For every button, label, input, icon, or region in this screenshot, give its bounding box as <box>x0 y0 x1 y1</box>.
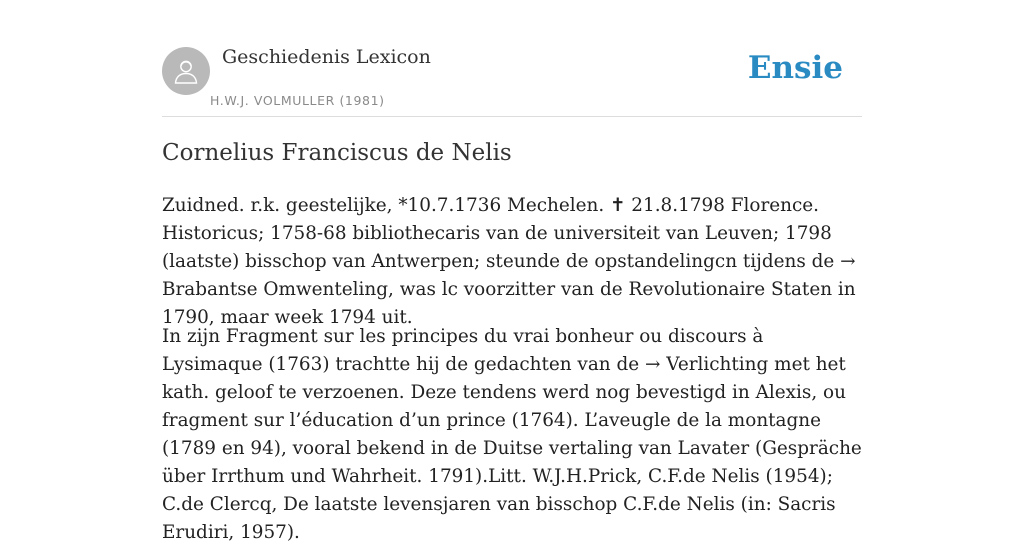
avatar[interactable] <box>162 47 210 95</box>
lexicon-author: H.W.J. VOLMULLER (1981) <box>210 93 385 108</box>
brand-logo[interactable]: Ensie <box>747 50 843 86</box>
lexicon-title[interactable]: Geschiedenis Lexicon <box>222 46 431 68</box>
article-paragraph: Zuidned. r.k. geestelijke, *10.7.1736 Mechelen. ✝ 21.8.1798 Florence. Historicus; 1758-68 bibliothecaris van de universiteit van Leuven; 1798 (laatste) bisschop van Antwerpen; steunde de opstandelingcn tijdens de → Brabantse Omwenteling, was lc voorzitter van de Revolutionaire Staten in 1790, maar week 1794 uit. <box>162 195 856 328</box>
header <box>162 0 862 117</box>
article-paragraph: In zijn Fragment sur les principes du vrai bonheur ou discours à Lysimaque (1763) trachtte hij de gedachten van de → Verlichting met het kath. geloof te verzoenen. Deze tendens werd nog bevestigd in Alexis, ou fragment sur l’éducation d’un prince (1764). L’aveugle de la montagne (1789 en 94), vooral bekend in de Duitse vertaling van Lavater (Gespräche über Irrthum und Wahrheit. 1791).Litt. W.J.H.Prick, C.F.de Nelis (1954); C.de Clercq, De laatste levensjaren van bisschop C.F.de Nelis (in: Sacris Erudiri, 1957). <box>162 326 862 543</box>
user-icon <box>171 56 201 86</box>
article-title: Cornelius Franciscus de Nelis <box>162 140 512 166</box>
page <box>162 0 862 543</box>
